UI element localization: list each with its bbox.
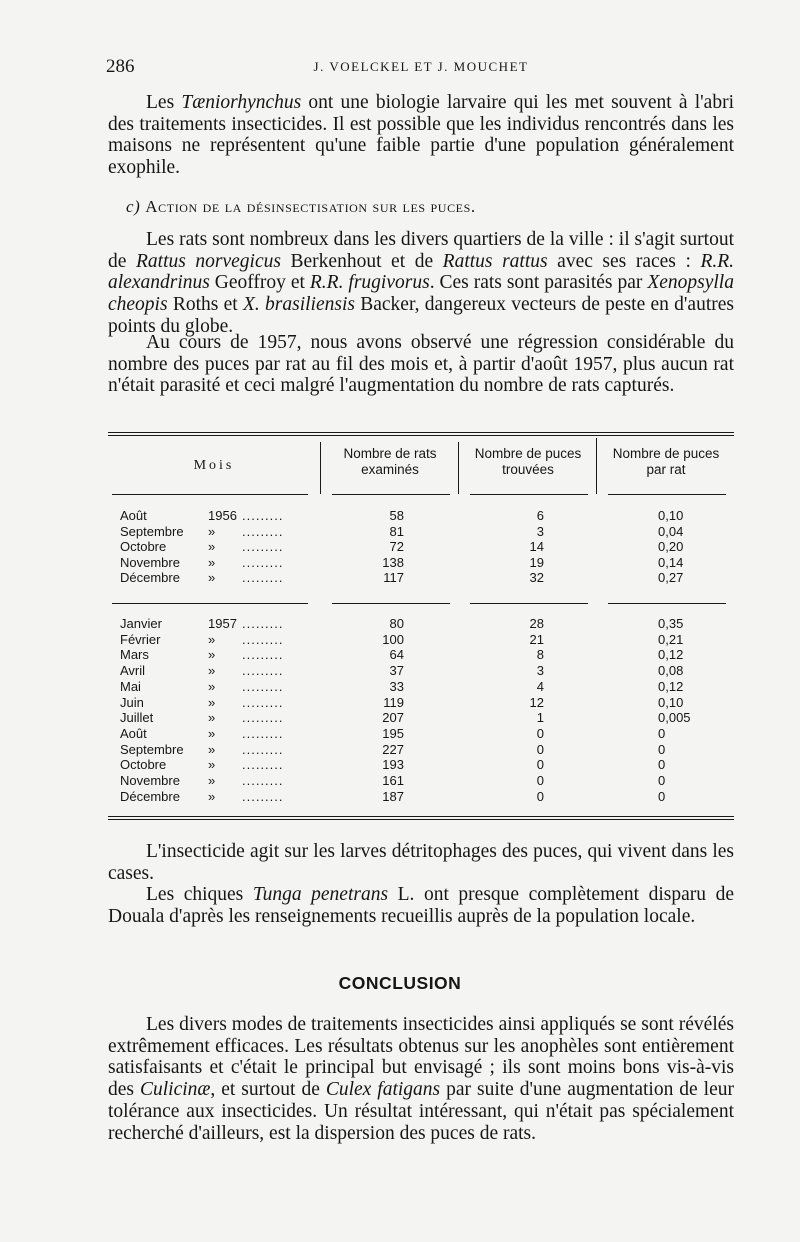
table-row: Avril » ......... 37 3 0,08 xyxy=(120,663,684,679)
table-row: Octobre » ......... 193 0 0 xyxy=(120,757,666,773)
header-underline xyxy=(470,494,588,495)
table-row: Novembre » ......... 138 19 0,14 xyxy=(120,554,684,570)
paragraph-taeniorhynchus: Les Tæniorhynchus ont une biologie larvaire qui les met souvent à l'abri des traitements insecticides. Il est possible que les individus rencontrés dans les maisons ne représentent qu'une faible partie d'une population généralement exophile. xyxy=(108,92,734,179)
table-row: Août » ......... 195 0 0 xyxy=(120,725,666,741)
header-mois: Mois xyxy=(193,458,235,473)
table-row: Février » ......... 100 21 0,21 xyxy=(120,631,684,647)
column-divider xyxy=(458,442,459,494)
table-bottom-rule xyxy=(108,816,734,817)
group-separator xyxy=(332,603,450,604)
section-title: Action de la désinsectisation sur les puces. xyxy=(145,197,476,216)
paragraph-conclusion: Les divers modes de traitements insecticides ainsi appliqués se sont révélés extrêmement efficaces. Les résultats obtenus sur les anophèles sont entièrement satisfaisants et c'était le principal but envisagé ; ils sont moins bons vis-à-vis des Culicinæ, et surtout de Culex fatigans par suite d'une augmentation de leur tolérance aux insecticides. Un résultat intéressant, qui n'était pas spécialement recherché d'ailleurs, est la dispersion des puces de rats. xyxy=(108,1014,734,1144)
flea-table xyxy=(108,432,734,822)
section-heading xyxy=(126,197,476,217)
paragraph-regression: Au cours de 1957, nous avons observé une régression considérable du nombre des puces par rat au fil des mois et, à partir d'août 1957, plus aucun rat n'était parasité et ceci malgré l'augmentation du nombre de rats capturés. xyxy=(108,332,734,397)
table-row: Septembre » ......... 81 3 0,04 xyxy=(120,523,684,539)
running-title: J. VOELCKEL ET J. MOUCHET xyxy=(313,59,529,74)
header-puces: Nombre de puces trouvées xyxy=(474,446,582,477)
table-top-rule xyxy=(108,432,734,433)
table-row: Juillet » ......... 207 1 0,005 xyxy=(120,710,691,726)
table-row: Novembre » ......... 161 0 0 xyxy=(120,773,666,788)
conclusion-heading: CONCLUSION xyxy=(338,973,462,993)
section-letter: c) xyxy=(126,197,141,216)
paragraph-rats: Les rats sont nombreux dans les divers quartiers de la ville : il s'agit surtout de Rattus norvegicus Berkenhout et de Rattus rattus avec ses races : R.R. alexandrinus Geoffroy et R.R. frugivorus. Ces rats sont parasités par Xenopsylla cheopis Roths et X. brasiliensis Backer, dangereux vecteurs de peste en d'autres points du globe. xyxy=(108,229,735,337)
paragraph-insecticide: L'insecticide agit sur les larves détritophages des puces, qui vivent dans les cases. xyxy=(108,841,734,884)
running-header xyxy=(106,56,736,80)
table-row: Janvier 1957 ......... 80 28 0,35 xyxy=(120,616,684,631)
header-underline xyxy=(112,494,308,495)
paragraph-chiques: Les chiques Tunga penetrans L. ont presque complètement disparu de Douala d'après les renseignements recueillis auprès de la population locale. xyxy=(108,884,734,927)
table-bottom-rule-2 xyxy=(108,819,734,820)
table-row: Juin » ......... 119 12 0,10 xyxy=(120,694,684,710)
table-row: Septembre » ......... 227 0 0 xyxy=(120,741,666,757)
table-row: Mars » ......... 64 8 0,12 xyxy=(120,647,684,663)
header-par-rat: Nombre de puces par rat xyxy=(612,446,720,477)
header-underline xyxy=(332,494,450,495)
header-underline xyxy=(608,494,726,495)
column-divider xyxy=(596,438,597,494)
table-row: Août 1956 ......... 58 6 0,10 xyxy=(120,508,684,523)
group-separator xyxy=(112,603,308,604)
group-separator xyxy=(608,603,726,604)
header-rats: Nombre de rats examinés xyxy=(343,446,437,477)
column-divider xyxy=(320,442,321,494)
table-row: Octobre » ......... 72 14 0,20 xyxy=(120,539,684,554)
page-number: 286 xyxy=(106,56,135,77)
table-top-rule-2 xyxy=(108,435,734,436)
table-row: Décembre » ......... 187 0 0 xyxy=(120,788,666,804)
table-row: Mai » ......... 33 4 0,12 xyxy=(120,678,684,694)
group-separator xyxy=(470,603,588,604)
table-row: Décembre » ......... 117 32 0,27 xyxy=(120,570,684,585)
